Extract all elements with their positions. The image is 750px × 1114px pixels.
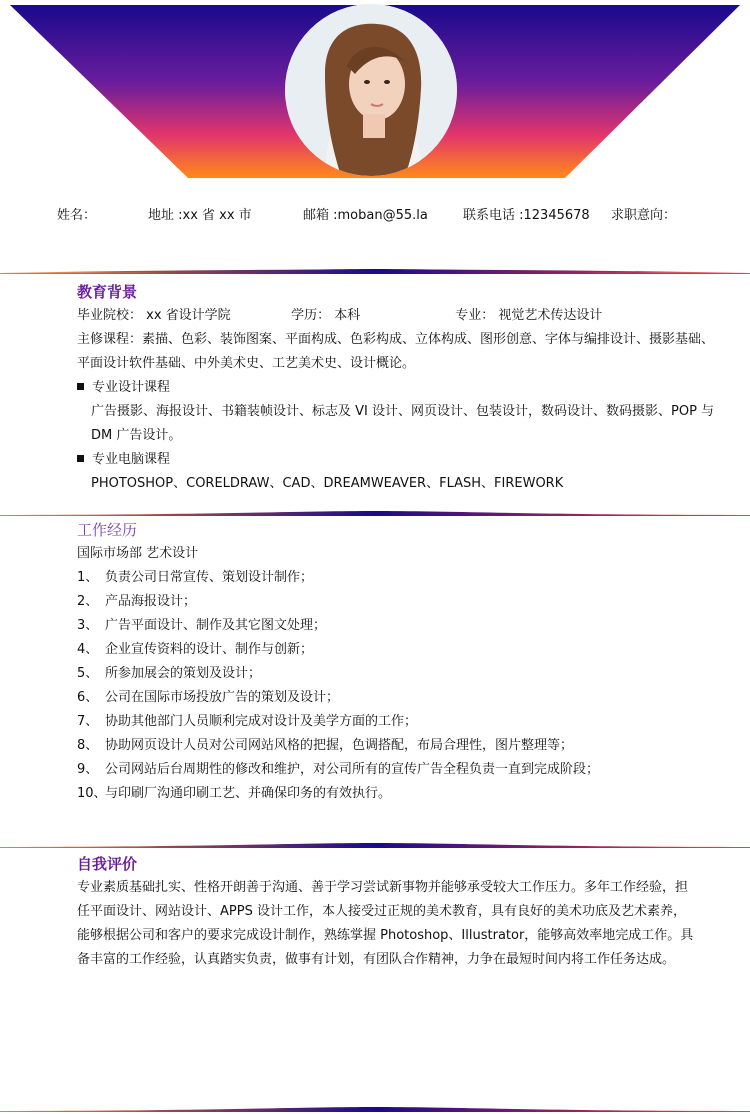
- self-title: 自我评价: [77, 855, 138, 873]
- pro-course-heading: [77, 376, 717, 400]
- work-item-number: 1、: [77, 570, 99, 585]
- degree-text: 学历： 本科: [291, 308, 361, 323]
- work-item: [77, 566, 717, 590]
- work-title: 工作经历: [77, 521, 138, 539]
- pro-courses-text: 广告摄影、海报设计、书籍装帧设计、标志及 VI 设计、网页设计、包装设计，数码设计、数码摄影、POP 与 DM 广告设计。: [91, 404, 715, 443]
- work-item-number: 7、: [77, 714, 99, 729]
- work-item-text: 协助网页设计人员对公司网站风格的把握，色调搭配，布局合理性，图片整理等；: [105, 738, 574, 753]
- work-item-text: 所参加展会的策划及设计；: [105, 666, 262, 681]
- education-section: [77, 280, 717, 496]
- phone-text: 联系电话 :12345678: [463, 208, 590, 223]
- work-section: [77, 518, 717, 806]
- courses-text: 主修课程：素描、色彩、装饰图案、平面构成、色彩构成、立体构成、图形创意、字体与编排设计、摄影基础、平面设计软件基础、中外美术史、工艺美术史、设计概论。: [77, 332, 715, 371]
- section-divider: [0, 266, 750, 276]
- work-item-number: 3、: [77, 618, 99, 633]
- work-item-number: 8、: [77, 738, 99, 753]
- work-item: [77, 734, 717, 758]
- work-item: [77, 710, 717, 734]
- square-bullet-icon: [77, 455, 84, 462]
- work-item-text: 公司网站后台周期性的修改和维护，对公司所有的宣传广告全程负责一直到完成阶段；: [105, 762, 600, 777]
- work-item: [77, 758, 717, 782]
- work-item-text: 广告平面设计、制作及其它图文处理；: [105, 618, 327, 633]
- work-item-number: 10、: [77, 786, 107, 801]
- work-item-text: 企业宣传资料的设计、制作与创新；: [105, 642, 314, 657]
- work-item-text: 负责公司日常宣传、策划设计制作；: [105, 570, 314, 585]
- address-text: 地址 :xx 省 xx 市: [148, 208, 252, 223]
- work-item-text: 与印刷厂沟通印刷工艺、并确保印务的有效执行。: [105, 786, 392, 801]
- email-text: 邮箱 :moban@55.la: [303, 208, 428, 223]
- major-text: 专业： 视觉艺术传达设计: [455, 308, 603, 323]
- work-item-text: 产品海报设计；: [105, 594, 197, 609]
- contact-row: [0, 204, 750, 226]
- school-text: 毕业院校： xx 省设计学院: [77, 308, 231, 323]
- section-divider: [0, 840, 750, 850]
- pc-course-title: 专业电脑课程: [92, 452, 171, 467]
- work-item: [77, 638, 717, 662]
- pc-course-heading: [77, 448, 717, 472]
- work-list: [77, 566, 717, 806]
- section-divider: [0, 508, 750, 518]
- work-item-number: 2、: [77, 594, 99, 609]
- dept-text: 国际市场部 艺术设计: [77, 546, 199, 561]
- pro-course-title: 专业设计课程: [92, 380, 171, 395]
- work-item-number: 6、: [77, 690, 99, 705]
- work-item: [77, 590, 717, 614]
- square-bullet-icon: [77, 383, 84, 390]
- work-item: [77, 686, 717, 710]
- work-item: [77, 782, 717, 806]
- self-section: [77, 852, 697, 972]
- pc-courses-text: PHOTOSHOP、CORELDRAW、CAD、DREAMWEAVER、FLASH、FIREWORK: [91, 476, 564, 491]
- school-row: [77, 304, 717, 328]
- work-item-number: 5、: [77, 666, 99, 681]
- bottom-divider: [0, 1104, 750, 1114]
- name-label: 姓名：: [57, 208, 97, 223]
- work-item: [77, 614, 717, 638]
- work-item-text: 协助其他部门人员顺利完成对设计及美学方面的工作；: [105, 714, 418, 729]
- work-item-text: 公司在国际市场投放广告的策划及设计；: [105, 690, 340, 705]
- education-title: 教育背景: [77, 283, 138, 301]
- intent-label: 求职意向：: [611, 208, 677, 223]
- avatar-photo: [285, 4, 457, 176]
- self-text: 专业素质基础扎实、性格开朗善于沟通、善于学习尝试新事物并能够承受较大工作压力。多年工作经验，担任平面设计、网站设计、APPS 设计工作，本人接受过正规的美术教育，具有良好的美术功底及艺术素养，能够根据公司和客户的要求完成设计制作，熟练掌握 Photoshop、Illustrator，能够高效率地完成工作。具备丰富的工作经验，认真踏实负责，做事有计划，有团队合作精神，力争在最短时间内将工作任务达成。: [77, 880, 694, 967]
- work-item: [77, 662, 717, 686]
- work-item-number: 4、: [77, 642, 99, 657]
- work-item-number: 9、: [77, 762, 99, 777]
